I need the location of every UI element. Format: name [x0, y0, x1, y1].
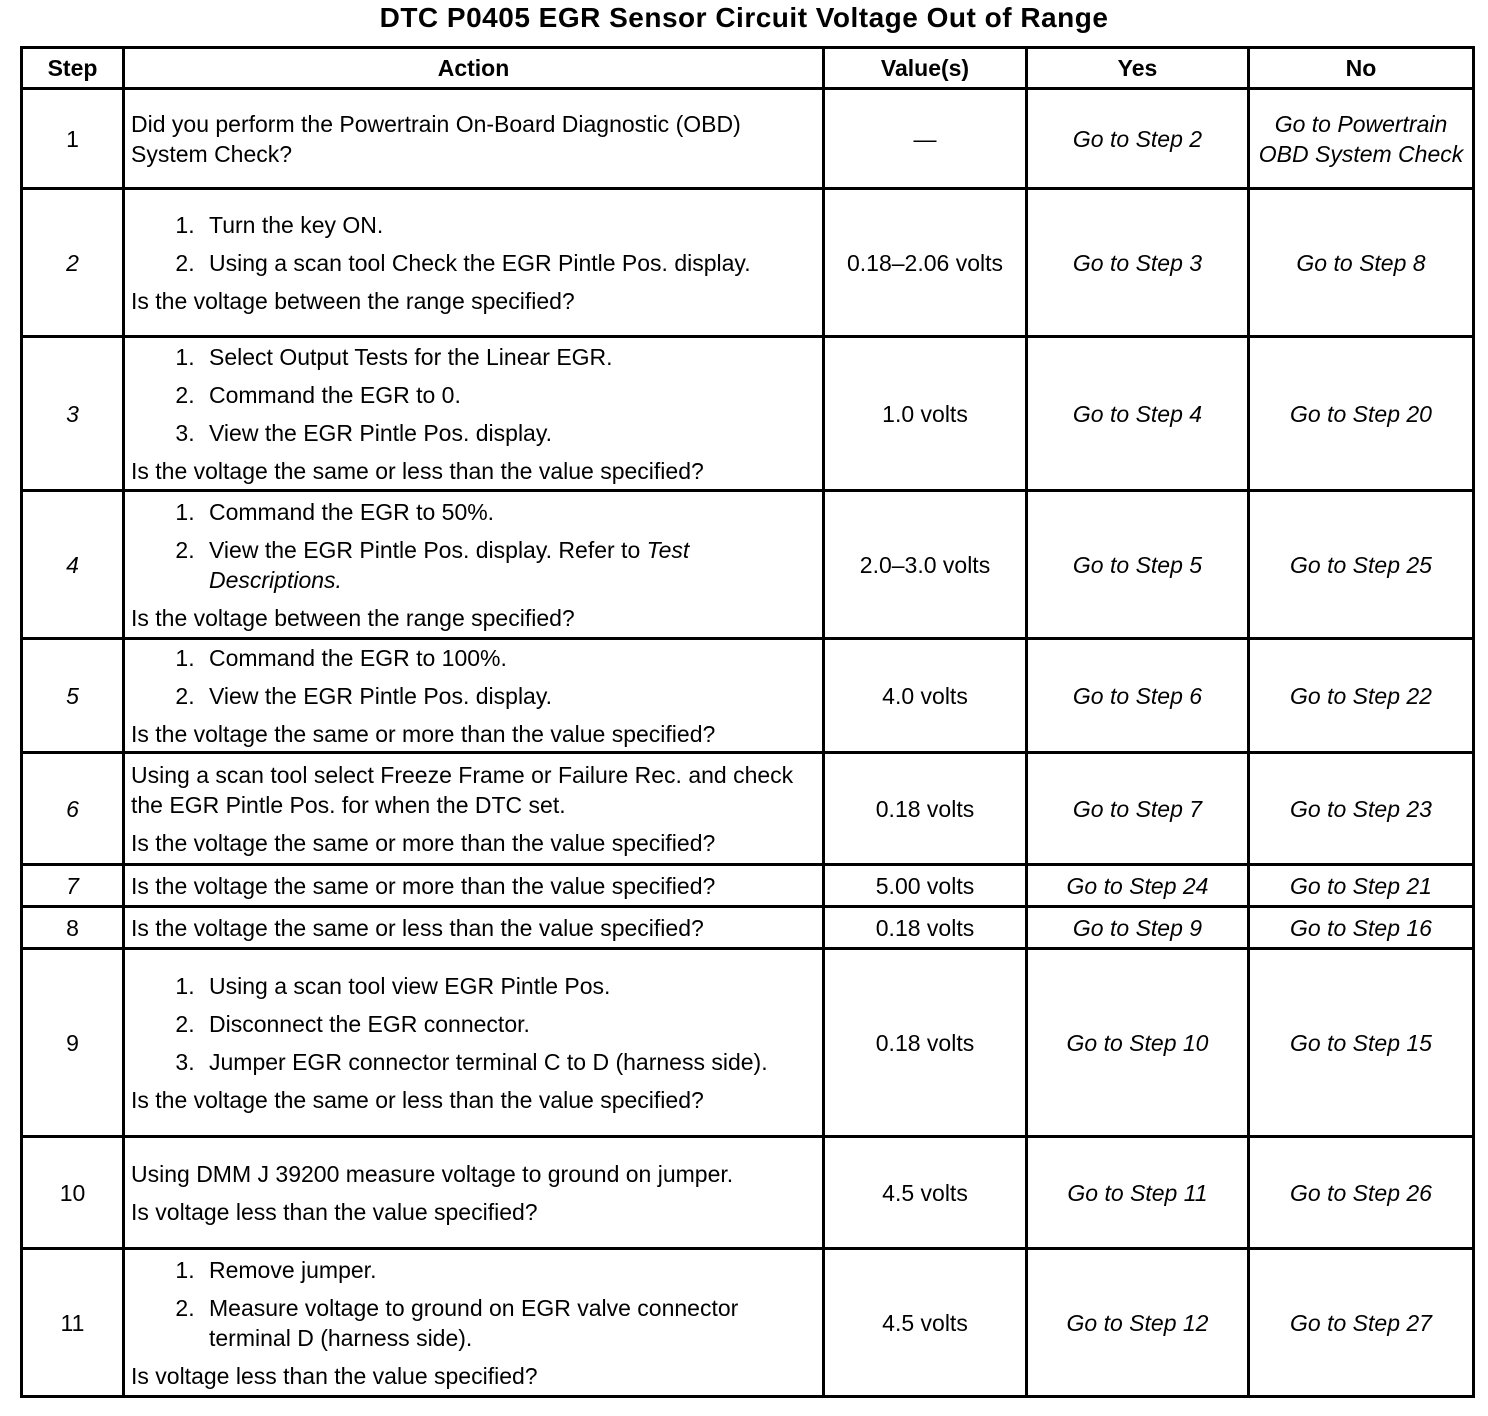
- header-values: Value(s): [824, 48, 1027, 89]
- action-cell: [124, 753, 824, 865]
- action-cell: [124, 189, 824, 337]
- step-number: 10: [22, 1137, 124, 1249]
- step-number: 3: [22, 337, 124, 491]
- yes-cell: Go to Step 9: [1027, 907, 1249, 949]
- action-item: 2. View the EGR Pintle Pos. display.: [201, 681, 816, 711]
- action-cell: [124, 89, 824, 189]
- step-number: 1: [22, 89, 124, 189]
- step-number: 9: [22, 949, 124, 1137]
- no-cell: Go to Step 26: [1249, 1137, 1474, 1249]
- table-row: [22, 753, 1474, 865]
- yes-cell: Go to Step 2: [1027, 89, 1249, 189]
- page-title: DTC P0405 EGR Sensor Circuit Voltage Out of Range: [379, 2, 1109, 33]
- action-question: Is voltage less than the value specified?: [131, 1198, 538, 1225]
- action-item: 1. Command the EGR to 50%.: [201, 497, 816, 527]
- table-row: [22, 639, 1474, 753]
- step-number: 5: [22, 639, 124, 753]
- yes-cell: Go to Step 6: [1027, 639, 1249, 753]
- step-number: 6: [22, 753, 124, 865]
- action-question: Is the voltage the same or less than the value specified?: [131, 914, 704, 941]
- action-item: 1. Using a scan tool view EGR Pintle Pos.: [201, 971, 816, 1001]
- no-cell: Go to Step 21: [1249, 865, 1474, 907]
- value-cell: 4.5 volts: [824, 1249, 1027, 1397]
- action-cell: [124, 949, 824, 1137]
- action-cell: [124, 491, 824, 639]
- no-cell: Go to Step 16: [1249, 907, 1474, 949]
- yes-cell: Go to Step 12: [1027, 1249, 1249, 1397]
- step-number: 2: [22, 189, 124, 337]
- value-cell: 1.0 volts: [824, 337, 1027, 491]
- action-question: Is the voltage between the range specified?: [131, 604, 575, 631]
- value-cell: 0.18 volts: [824, 949, 1027, 1137]
- action-cell: [124, 1137, 824, 1249]
- action-cell: [124, 865, 824, 907]
- action-question: Is the voltage the same or more than the value specified?: [131, 720, 716, 747]
- action-question: Is the voltage the same or more than the value specified?: [131, 872, 716, 899]
- action-question: Is the voltage the same or less than the value specified?: [131, 457, 704, 484]
- step-number: 8: [22, 907, 124, 949]
- yes-cell: Go to Step 5: [1027, 491, 1249, 639]
- action-question: Is the voltage between the range specified?: [131, 287, 575, 314]
- action-item: 1. Turn the key ON.: [201, 210, 816, 240]
- action-cell: [124, 907, 824, 949]
- action-item: 3. View the EGR Pintle Pos. display.: [201, 418, 816, 448]
- action-question: Is the voltage the same or less than the value specified?: [131, 1086, 704, 1113]
- action-item: 2. Using a scan tool Check the EGR Pintle Pos. display.: [201, 248, 816, 278]
- no-cell: Go to Step 15: [1249, 949, 1474, 1137]
- yes-cell: Go to Step 4: [1027, 337, 1249, 491]
- value-cell: —: [824, 89, 1027, 189]
- action-item-text: View the EGR Pintle Pos. display. Refer to: [209, 536, 641, 563]
- action-text: Using DMM J 39200 measure voltage to ground on jumper.: [131, 1160, 734, 1187]
- table-row: [22, 865, 1474, 907]
- action-cell: [124, 639, 824, 753]
- table-row: [22, 89, 1474, 189]
- no-cell: Go to Step 20: [1249, 337, 1474, 491]
- table-row: [22, 491, 1474, 639]
- action-item: 1. Remove jumper.: [201, 1255, 816, 1285]
- header-no: No: [1249, 48, 1474, 89]
- diagnostic-table: [20, 46, 1475, 1398]
- header-action: Action: [124, 48, 824, 89]
- header-step: Step: [22, 48, 124, 89]
- value-cell: 0.18–2.06 volts: [824, 189, 1027, 337]
- action-question: Is voltage less than the value specified?: [131, 1362, 538, 1389]
- action-cell: [124, 337, 824, 491]
- table-row: [22, 1137, 1474, 1249]
- no-cell: Go to Step 22: [1249, 639, 1474, 753]
- yes-cell: Go to Step 11: [1027, 1137, 1249, 1249]
- action-item: 2. Measure voltage to ground on EGR valve connector terminal D (harness side).: [201, 1293, 816, 1353]
- action-cell: [124, 1249, 824, 1397]
- action-text: Using a scan tool select Freeze Frame or Failure Rec. and check the EGR Pintle Pos. for when the DTC set.: [131, 761, 794, 818]
- action-item: 3. Jumper EGR connector terminal C to D (harness side).: [201, 1047, 816, 1077]
- table-row: [22, 189, 1474, 337]
- table-row: [22, 337, 1474, 491]
- table-row: [22, 907, 1474, 949]
- action-question: Is the voltage the same or more than the value specified?: [131, 829, 716, 856]
- no-cell: Go to Step 25: [1249, 491, 1474, 639]
- yes-cell: Go to Step 3: [1027, 189, 1249, 337]
- value-cell: 2.0–3.0 volts: [824, 491, 1027, 639]
- step-number: 7: [22, 865, 124, 907]
- step-number: 4: [22, 491, 124, 639]
- no-cell: Go to Step 27: [1249, 1249, 1474, 1397]
- value-cell: 4.0 volts: [824, 639, 1027, 753]
- value-cell: 5.00 volts: [824, 865, 1027, 907]
- step-number: 11: [22, 1249, 124, 1397]
- value-cell: 0.18 volts: [824, 753, 1027, 865]
- value-cell: 0.18 volts: [824, 907, 1027, 949]
- test-descriptions-reference: Test Descriptions.: [209, 536, 690, 593]
- action-text: Did you perform the Powertrain On-Board Diagnostic (OBD) System Check?: [131, 110, 741, 167]
- value-cell: 4.5 volts: [824, 1137, 1027, 1249]
- table-header-row: [22, 48, 1474, 89]
- action-item: 2. Command the EGR to 0.: [201, 380, 816, 410]
- no-cell: Go to Step 8: [1249, 189, 1474, 337]
- action-item: [201, 535, 816, 595]
- yes-cell: Go to Step 10: [1027, 949, 1249, 1137]
- action-item: 2. Disconnect the EGR connector.: [201, 1009, 816, 1039]
- table-row: [22, 949, 1474, 1137]
- action-item: 1. Select Output Tests for the Linear EGR.: [201, 342, 816, 372]
- header-yes: Yes: [1027, 48, 1249, 89]
- yes-cell: Go to Step 24: [1027, 865, 1249, 907]
- table-row: [22, 1249, 1474, 1397]
- no-cell: Go to Step 23: [1249, 753, 1474, 865]
- no-cell: Go to Powertrain OBD System Check: [1249, 89, 1474, 189]
- yes-cell: Go to Step 7: [1027, 753, 1249, 865]
- action-item: 1. Command the EGR to 100%.: [201, 643, 816, 673]
